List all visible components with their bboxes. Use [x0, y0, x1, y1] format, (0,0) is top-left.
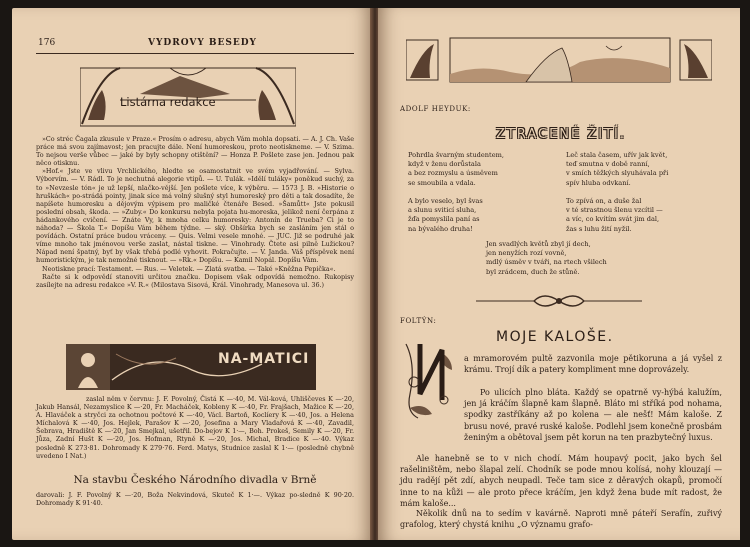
poem-tail [486, 240, 716, 277]
story-title: MOJE KALOŠE. [496, 329, 614, 345]
poem-line: a bez rozmyslu a úsměvem [408, 169, 498, 178]
story-paragraph-3: Ale hanebně se to v nich chodí. Mám houpavý pocit, jako bych šel rašeliništěm, nebo šlapal zelí. Chodník se pode mnou kolísá, nohy klouzají — jdu radějí pět zdí, abych neupadl. Teče tam sice z děravých okapů, promočí inne to na kůži — ale proto přece kráčím, jen když žena bude mít radost, že mám kaloše... [400, 454, 722, 508]
poem-line: Pohrdla švarným studentem, [408, 151, 504, 159]
right-page [378, 8, 740, 540]
listarna-text [36, 135, 354, 289]
poem-line: mdlý úsměv v tváři, na rtech všilech [486, 258, 607, 267]
poem-line: a víc, co kvítím svát jim dal, [566, 215, 660, 224]
story-paragraph-2: Po ulicích plno bláta. Každý se opatrně vy-hýbá kalužím, jen já kráčím šlapně kam šlapně. Bláto mi stříká pod nohama, spodky zastříkány až po kolena — ale nešť! Mám kaloše. Z brusu nové, pravé ruské kaloše. Podlehl jsem konečně prosbám ženiným a obětoval jsem pět korun na ten prazbytečný luxus. [464, 388, 722, 442]
listarna-paragraph: Neotiskne prací: Testament. — Rus. — Veletek. — Zlatá svatba. — Také »Kněžna Pepička«. [42, 264, 336, 273]
left-page [12, 8, 372, 540]
listarna-title: Listárna redakce [120, 95, 216, 109]
story-paragraph-1: a mramorovém pultě zazvonila moje pětikoruna a já vyšel z krámu. Trojí dík a patery kompliment mne doprovázely. [464, 354, 722, 375]
stavba-heading: Na stavbu Českého Národního divadla v Brně [73, 474, 317, 486]
section-divider-ornament-icon [474, 291, 644, 311]
poem-line: se smoubila a vdala. [408, 178, 476, 187]
poem-line: jen nenyžích rozí vovně, [486, 249, 567, 258]
poem-line: v té strastnou šlenu vzcítil — [566, 206, 663, 215]
poem-line [566, 188, 726, 197]
poem-title: ZTRACENÉ ŽITÍ. [496, 127, 627, 142]
na-matici-title: NA-MATICI [218, 351, 310, 367]
drop-cap-n-ornament-icon [400, 338, 462, 422]
poem-line: Jen svadlých květů zbyl jí dech, [486, 240, 591, 248]
poem-column-2 [566, 151, 726, 234]
poem-line: když v ženu dorůstala [408, 160, 481, 169]
poem-line: spív hluba odvkaní. [566, 178, 631, 187]
stavba-text: darovali: J. F. Povolný K —·20, Boža Nekvindová, Skuteč K 1·—. Výkaz po-sledně K 90·20. Dohromady K 91·40. [36, 491, 354, 508]
running-head: VYDROVY BESEDY [148, 38, 257, 48]
page-number: 176 [38, 38, 56, 48]
poem-line: A bylo veselo, byl švas [408, 197, 483, 205]
listarna-paragraph: »Co stréc Čagala zkusule v Praze.« Prosím o adresu, abych Vám mohla dopsati. — A. J. Ch. Vaše práce má svou zajímavost; jen pracujte dále. Není humoreskou, proto neotiskneme. — V. Szima. To nejsou verše vůbec — jaké by byly schopny otištění? — Honza P. Pošlete zase jen. Jednou pak něco otisknu. [36, 135, 354, 168]
poem-line: žas s luhu žití nyžil. [566, 224, 632, 233]
poem-line: Leč stala časem, uřív jak květ, [566, 151, 668, 159]
poem-line: To zpívá on, a duše žal [566, 197, 642, 205]
poem-line: žďa pomyslila paní as [408, 215, 480, 224]
poem-line [408, 188, 558, 197]
na-matici-text: zaslal něm v červnu: J. F. Povolný, Čistá K —·40, M. Vál-ková, Uhliščeves K —·20, Jakub Hansál, Nezamyslice K —·20, Fr. Macháček, Kobleny K —·40, Fr. Frajšach, Mažice K —·20, A. Hlaváček a stryčci za ochotnou počtové K —·40, Václ. Bartoň, Koclíery K —·40, Jos. a Helena Míchalová K —·40, Jos. Hejlek, Parašov K —·20, Josefina a Mary Vladařová K —·40, Zavadil, Šebrava, Hradiště K —·20, Jan Smejkal, ušetřil. Do-bejov K 1·—, Boh. Prokeš, Semily K —·20, Fr. Jůza, Zadní Hušt K —·20, Jos. Hofman, Rtyně K —·20, Jos. Michal, Bradice K —·40. Výkaz posledně K 273·81. Dohromady K 279·76. Ferd. Matys, Studnice zaslal K 1·— (posledně chybně uvedeno I Nat.) [36, 395, 354, 460]
poem-line: v smích těžkých slyuhávala při [566, 169, 669, 178]
poem-column-1 [408, 151, 558, 234]
landscape-header-ornament-icon [406, 34, 712, 88]
author-foltyn: FOLTÝN: [400, 317, 437, 325]
poem-line: a slunu sviticí sluha, [408, 206, 477, 215]
listarna-paragraph: Račte si k odpovědí stanoviti určitou značku. Dopisem však odpovídá nemožno. Rukopisy zasílejte na adresu redakce »V. R.« (Milostava Sisová, Král. Vinohrady, Manesova ul. 36.) [36, 272, 354, 289]
story-paragraph-4: Několik dnů na to sedím v kavárně. Naproti mně páteří Serafín, zuřivý grafolog, který chystá knihu „O významu grafo- [400, 509, 722, 530]
poem-line: teď smutna v době ranní, [566, 160, 650, 169]
poem-line: byl zrádcem, duch že stůně. [486, 267, 580, 276]
header-rule [36, 53, 354, 54]
author-heyduk: ADOLF HEYDUK: [400, 105, 471, 113]
poem-line: na bývalého druha! [408, 224, 473, 233]
listarna-paragraph: »Hof.« Jste ve vlivu Vrchlického, hledte se osamostatnit ve svém vyjadřování. — Sylva. Výborvím. — V. Rádl. To je nechutná alegorie vtipů. — U. Tulák. »Idělí tuláky« poněkud suchý, za to »Nevzesle tón« je už lepší, nlačko-vější. Jen pošlete více, k výběru. — 1573 J. B. »Historie o hruškách« po-strádá pointy, jinak síce má volný slušný styl humoreský pro děti a tak dosadíte, že napíšete humoresku a dějovým výpisem pro maličké čtenáře Besed. »Šamůtt« Jste pokusil poslední obsah, škoda. — »Zuby.« Do konkursu nebyla pojata hu-moreska, jelikož není čerpána z hádankového cvičení. — Znáte Vy, k mnoha celku humoresky: Antonín de Trueba? Ci je to náhoda? — Škola T.« Dopíšu Vám během týdne. — ský. Obšírka bych se zasláním jen stál o povídách. Ostatní práce budou vráceny. — Quis. Velmi vesele mnohé. — JUC. Již se podruhé jak víme mnoho tak jménovou verše zaslat, nástal tiskne. — Vinohrady. Čtete asi pilně Lužickou? Nápad není špatný, byť by však třebá podlé vyhovit. Pokračujte. — V. Janda. Váš příspěvek není humoristickým, je tak nemožné tisknout. — »Rk.« Dopíšu. — Kamil Nopál. Dopíšu Vám. [36, 167, 354, 265]
